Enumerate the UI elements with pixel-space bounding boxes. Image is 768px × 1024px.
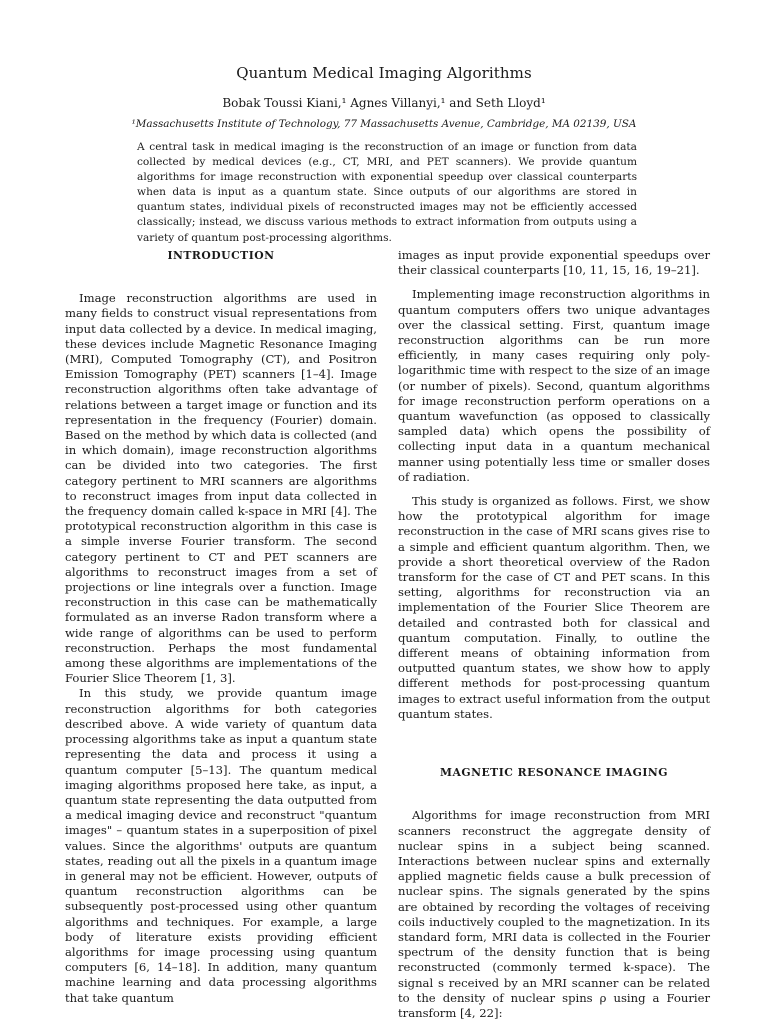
right-column <box>398 248 710 1021</box>
affiliation: ¹Massachusetts Institute of Technology, 77 Massachusetts Avenue, Cambridge, MA 02139, USA <box>131 118 637 130</box>
intro-paragraph-4: This study is organized as follows. First, we show how the prototypical algorithm for image reconstruction in the case of MRI scans gives rise to a simple and efficient quantum algorithm. Then, we provide a short theoretical overview of the Radon transform for the case of CT and PET scans. In this setting, algorithms for reconstruction via an implementation of the Fourier Slice Theorem are detailed and contrasted both for classical and quantum computation. Finally, to outline the different means of obtaining information from outputted quantum states, we show how to apply different methods for post-processing quantum images to extract useful information from the output quantum states. <box>398 494 710 721</box>
author-list: Bobak Toussi Kiani,¹ Agnes Villanyi,¹ and Seth Lloyd¹ <box>222 96 546 110</box>
intro-paragraph-3: Implementing image reconstruction algorithms in quantum computers offers two unique advantages over the classical setting. First, quantum image reconstruction algorithms can be run more efficiently, in many cases requiring only poly-logarithmic time with respect to the size of an image (or number of pixels). Second, quantum algorithms for image reconstruction perform operations on a quantum wavefunction (as opposed to classically sampled data) which opens the possibility of collecting input data in a quantum mechanical manner using potentially less time or smaller doses of radiation. <box>398 287 710 484</box>
mri-paragraph-1: Algorithms for image reconstruction from MRI scanners reconstruct the aggregate density of nuclear spins in a subject being scanned. Interactions between nuclear spins and externally applied magnetic fields cause a bulk precession of nuclear spins. The signals generated by the spins are obtained by recording the voltages of receiving coils inductively coupled to the magnetization. In its standard form, MRI data is collected in the Fourier spectrum of the density function that is being reconstructed (commonly termed k-space). The signal s received by an MRI scanner can be related to the density of nuclear spins ρ using a Fourier transform [4, 22]: <box>398 808 710 1020</box>
introduction-heading: INTRODUCTION <box>167 249 275 262</box>
abstract: A central task in medical imaging is the reconstruction of an image or function from data collected by medical devices (e.g., CT, MRI, and PET scanners). We provide quantum algorithms for image reconstruction with exponential speedup over classical counterparts when data is input as a quantum state. Since outputs of our algorithms are stored in quantum states, individual pixels of reconstructed images may not be efficiently accessed classically; instead, we discuss various methods to extract information from outputs using a variety of quantum post-processing algorithms. <box>137 141 637 244</box>
paper-title: Quantum Medical Imaging Algorithms <box>236 64 532 82</box>
intro-continued-paragraph: images as input provide exponential speedups over their classical counterparts [10, 11, 15, 16, 19–21]. <box>398 248 710 278</box>
left-column <box>65 248 377 1006</box>
intro-paragraph-1: Image reconstruction algorithms are used in many fields to construct visual representations from input data collected by a device. In medical imaging, these devices include Magnetic Resonance Imaging (MRI), Computed Tomography (CT), and Positron Emission Tomography (PET) scanners [1–4]. Image reconstruction algorithms often take advantage of relations between a target image or function and its representation in the frequency (Fourier) domain. Based on the method by which data is collected (and in which domain), image reconstruction algorithms can be divided into two categories. The first category pertinent to MRI scanners are algorithms to reconstruct images from input data collected in the frequency domain called k-space in MRI [4]. The prototypical reconstruction algorithm in this case is a simple inverse Fourier transform. The second category pertinent to CT and PET scanners are algorithms to reconstruct images from a set of projections or line integrals over a function. Image reconstruction in this case can be mathematically formulated as an inverse Radon transform where a wide range of algorithms can be used to perform reconstruction. Perhaps the most fundamental among these algorithms are implementations of the Fourier Slice Theorem [1, 3]. <box>65 291 377 686</box>
mri-heading: MAGNETIC RESONANCE IMAGING <box>440 766 668 780</box>
intro-paragraph-2: In this study, we provide quantum image reconstruction algorithms for both categories described above. A wide variety of quantum data processing algorithms take as input a quantum state representing the data and process it using a quantum computer [5–13]. The quantum medical imaging algorithms proposed here take, as input, a quantum state representing the data outputted from a medical imaging device and reconstruct "quantum images" – quantum states in a superposition of pixel values. Since the algorithms' outputs are quantum states, reading out all the pixels in a quantum image in general may not be efficient. However, outputs of quantum reconstruction algorithms can be subsequently post-processed using other quantum algorithms and techniques. For example, a large body of literature exists providing efficient algorithms for image processing using quantum computers [6, 14–18]. In addition, many quantum machine learning and data processing algorithms that take quantum <box>65 686 377 1005</box>
